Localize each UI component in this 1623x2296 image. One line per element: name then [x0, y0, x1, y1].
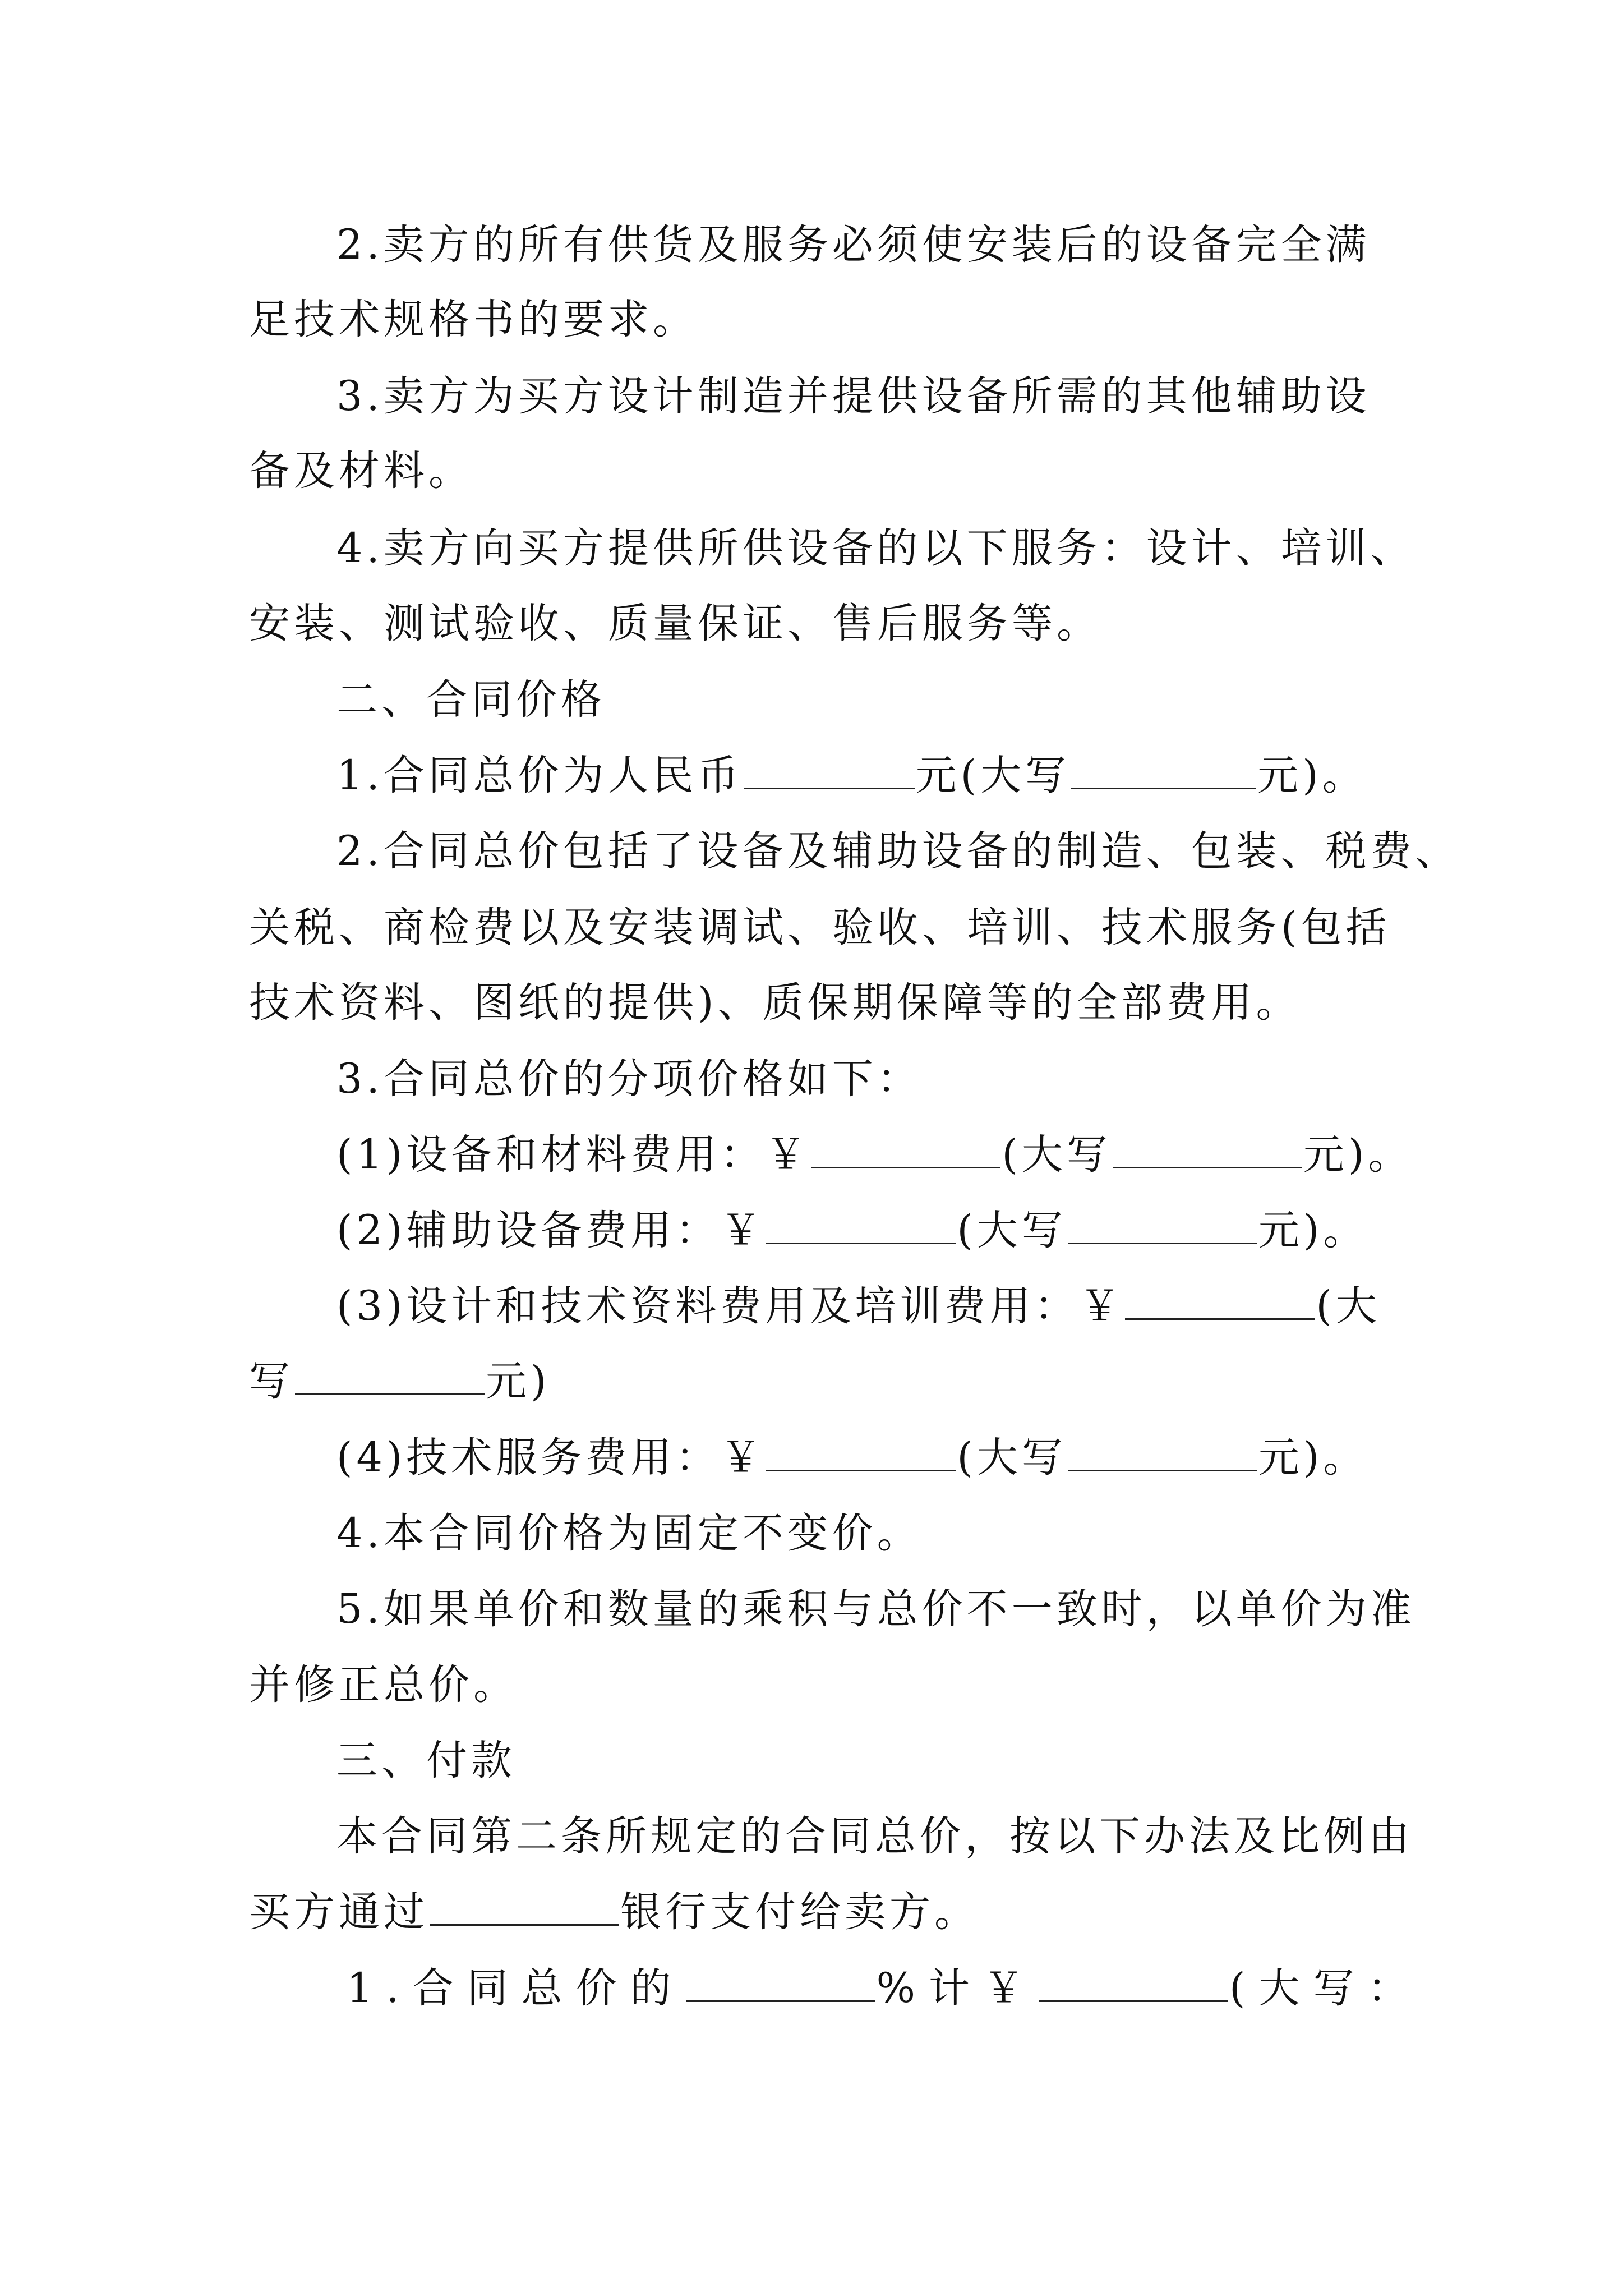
text: 并修正总价。	[249, 1661, 518, 1709]
item-2-line	[336, 1203, 1368, 1259]
text: 二、合同价格	[336, 676, 606, 724]
amount-words-blank	[1113, 1131, 1302, 1168]
amount-words-blank	[1071, 752, 1256, 789]
section-3-heading	[336, 1733, 516, 1789]
text: (大	[1316, 1282, 1381, 1330]
text: (大写	[957, 1434, 1067, 1481]
clause-1-4-line-2	[249, 596, 1101, 652]
text: 2.卖方的所有供货及服务必须使安装后的设备完全满	[336, 221, 1371, 269]
text: 元)。	[1303, 1131, 1413, 1179]
clause-1-4-line-1	[336, 521, 1415, 577]
clause-2-5-line-1	[336, 1581, 1415, 1637]
text: %计￥	[876, 1964, 1038, 2012]
text: 安装、测试验收、质量保证、售后服务等。	[249, 600, 1101, 647]
text: 银行支付给卖方。	[620, 1888, 979, 1936]
amount-blank	[811, 1131, 1000, 1168]
bank-name-blank	[430, 1888, 619, 1926]
text: 2.合同总价包括了设备及辅助设备的制造、包装、税费、	[336, 827, 1460, 875]
amount-blank	[766, 1434, 956, 1471]
text: 关税、商检费以及安装调试、验收、培训、技术服务(包括	[249, 904, 1391, 951]
text: (大写：	[1229, 1964, 1422, 2012]
text: 元)。	[1257, 752, 1367, 799]
payment-intro-line-2	[249, 1884, 979, 1940]
text: 4.卖方向买方提供所供设备的以下服务：设计、培训、	[336, 524, 1415, 572]
clause-2-1-line	[336, 748, 1367, 804]
clause-2-2-line-2	[249, 900, 1390, 956]
clause-1-2-line-2	[249, 292, 698, 348]
text: 1.合同总价为人民币	[336, 752, 743, 799]
amount-words-blank	[1068, 1207, 1257, 1244]
text: (1)设备和材料费用：￥	[336, 1131, 810, 1179]
text: 足技术规格书的要求。	[249, 296, 698, 343]
item-1-line	[336, 1127, 1413, 1183]
amount-words-blank	[295, 1358, 485, 1395]
text: 本合同第二条所规定的合同总价，按以下办法及比例由	[336, 1812, 1413, 1860]
text: 3.卖方为买方设计制造并提供设备所需的其他辅助设	[336, 372, 1371, 420]
text: 三、付款	[336, 1737, 516, 1784]
section-2-heading	[336, 672, 606, 728]
item-3-line-1	[336, 1278, 1381, 1335]
text: 元)。	[1258, 1434, 1368, 1481]
text: 写	[249, 1358, 294, 1405]
clause-2-2-line-1	[336, 823, 1460, 880]
item-3-line-2	[249, 1354, 550, 1410]
percent-blank	[686, 1964, 875, 2002]
text: (大写	[1002, 1131, 1112, 1179]
clause-2-5-line-2	[249, 1657, 518, 1713]
text: 备及材料。	[249, 447, 473, 495]
text: (大写	[957, 1207, 1067, 1254]
text: 1.合同总价的	[347, 1964, 685, 2012]
text: (3)设计和技术资料费用及培训费用：￥	[336, 1282, 1124, 1330]
clause-2-3-line	[336, 1051, 922, 1107]
amount-words-blank	[1068, 1434, 1257, 1471]
text: 元)。	[1258, 1207, 1368, 1254]
text: 4.本合同价格为固定不变价。	[336, 1510, 922, 1557]
text: 技术资料、图纸的提供)、质保期保障等的全部费用。	[249, 979, 1301, 1027]
text: (2)辅助设备费用：￥	[336, 1207, 766, 1254]
clause-1-3-line-2	[249, 443, 473, 499]
payment-intro-line-1	[336, 1809, 1413, 1865]
text: 买方通过	[249, 1888, 428, 1936]
amount-blank	[766, 1207, 956, 1244]
amount-blank	[744, 752, 915, 789]
clause-1-2-line-1	[336, 217, 1371, 273]
payment-1-line	[347, 1961, 1422, 2017]
amount-blank	[1125, 1282, 1315, 1320]
text: 5.如果单价和数量的乘积与总价不一致时，以单价为准	[336, 1585, 1415, 1633]
text: 元)	[486, 1358, 551, 1405]
amount-blank	[1039, 1964, 1228, 2002]
item-4-line	[336, 1430, 1368, 1486]
clause-2-4-line	[336, 1506, 922, 1562]
clause-2-2-line-3	[249, 975, 1301, 1031]
text: 元(大写	[915, 752, 1071, 799]
text: (4)技术服务费用：￥	[336, 1434, 766, 1481]
text: 3.合同总价的分项价格如下：	[336, 1055, 922, 1103]
clause-1-3-line-1	[336, 369, 1371, 425]
